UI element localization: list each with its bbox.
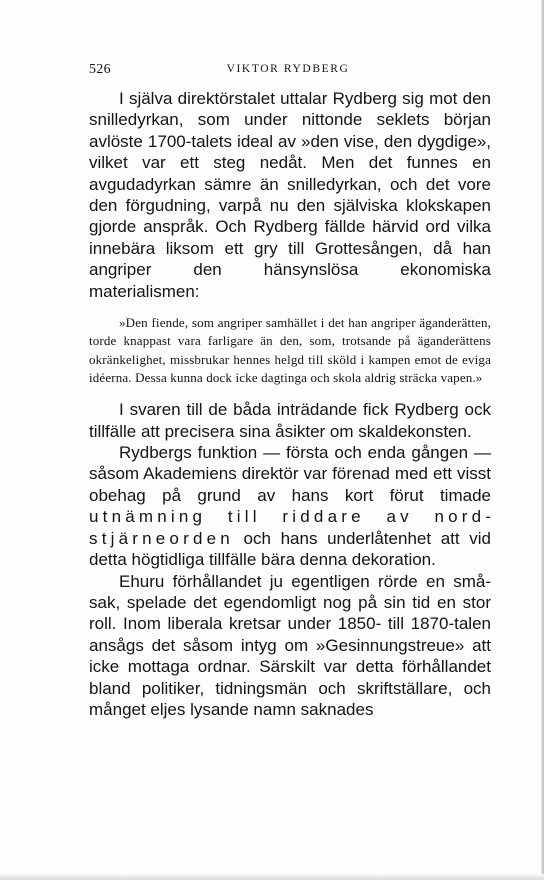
running-head xyxy=(89,62,487,82)
paragraph-3-start: Rydbergs funktion — första och enda gången — såsom Akademiens direktör var förenad med ett visst obehag på grund av hans kort förut timade xyxy=(89,443,491,505)
paragraph-2: I svaren till de båda inträdande fick Rydberg ock tillfälle att precisera sina åsikter om skaldekonsten. xyxy=(89,400,491,441)
page-number: 526 xyxy=(89,62,111,77)
paragraph-3-end: och hans underlåtenhet att vid detta högtidliga tillfälle bära denna dekoration. xyxy=(89,528,491,570)
paragraph-1: I själva direktörstalet uttalar Rydberg sig mot den snilledyrkan, som under nittonde seklets början avlöste 1700-talets ideal av »den vise, den dygdige», vilket var ett steg nedåt. Men det funnes en avgudadyrkan sämre än snilledyrkan, och det vore den förgudning, varpå nu den själviska klokskapen gjorde anspråk. Och Rydberg fällde härvid ord vilka innebära liksom ett gry till Grottesången, då han angriper den hänsynslösa ekonomiska materialismen: xyxy=(89,89,491,301)
paragraph-4: Ehuru förhållandet ju egentligen rörde en småsak, spelade det egendomligt nog på sin tid en stor roll. Inom liberala kretsar under 1850- till 1870-talen ansågs det såsom intyg om »Gesinnungstreue» att icke mottaga ordnar. Särskilt var detta förhållandet bland politiker, tidningsmän och skriftställare, och månget eljes lysande namn saknades xyxy=(89,571,491,719)
page-bottom-edge xyxy=(0,874,544,880)
block-quote: »Den fiende, som angriper samhället i det han angriper äganderätten, torde knappast vara farligare än den, som, trotsande på äganderättens okränkelighet, missbrukar hennes helgd till sköld i kampen emot de eviga idéerna. Dessa kunna dock icke dagtinga och skola aldrig sträcka vapen.» xyxy=(89,315,491,385)
running-title: VIKTOR RYDBERG xyxy=(226,63,350,75)
paragraph-3 xyxy=(89,442,491,570)
body-text xyxy=(89,88,491,720)
spaced-emphasis: utnämning till riddare av nordstjärneorden xyxy=(89,507,491,548)
